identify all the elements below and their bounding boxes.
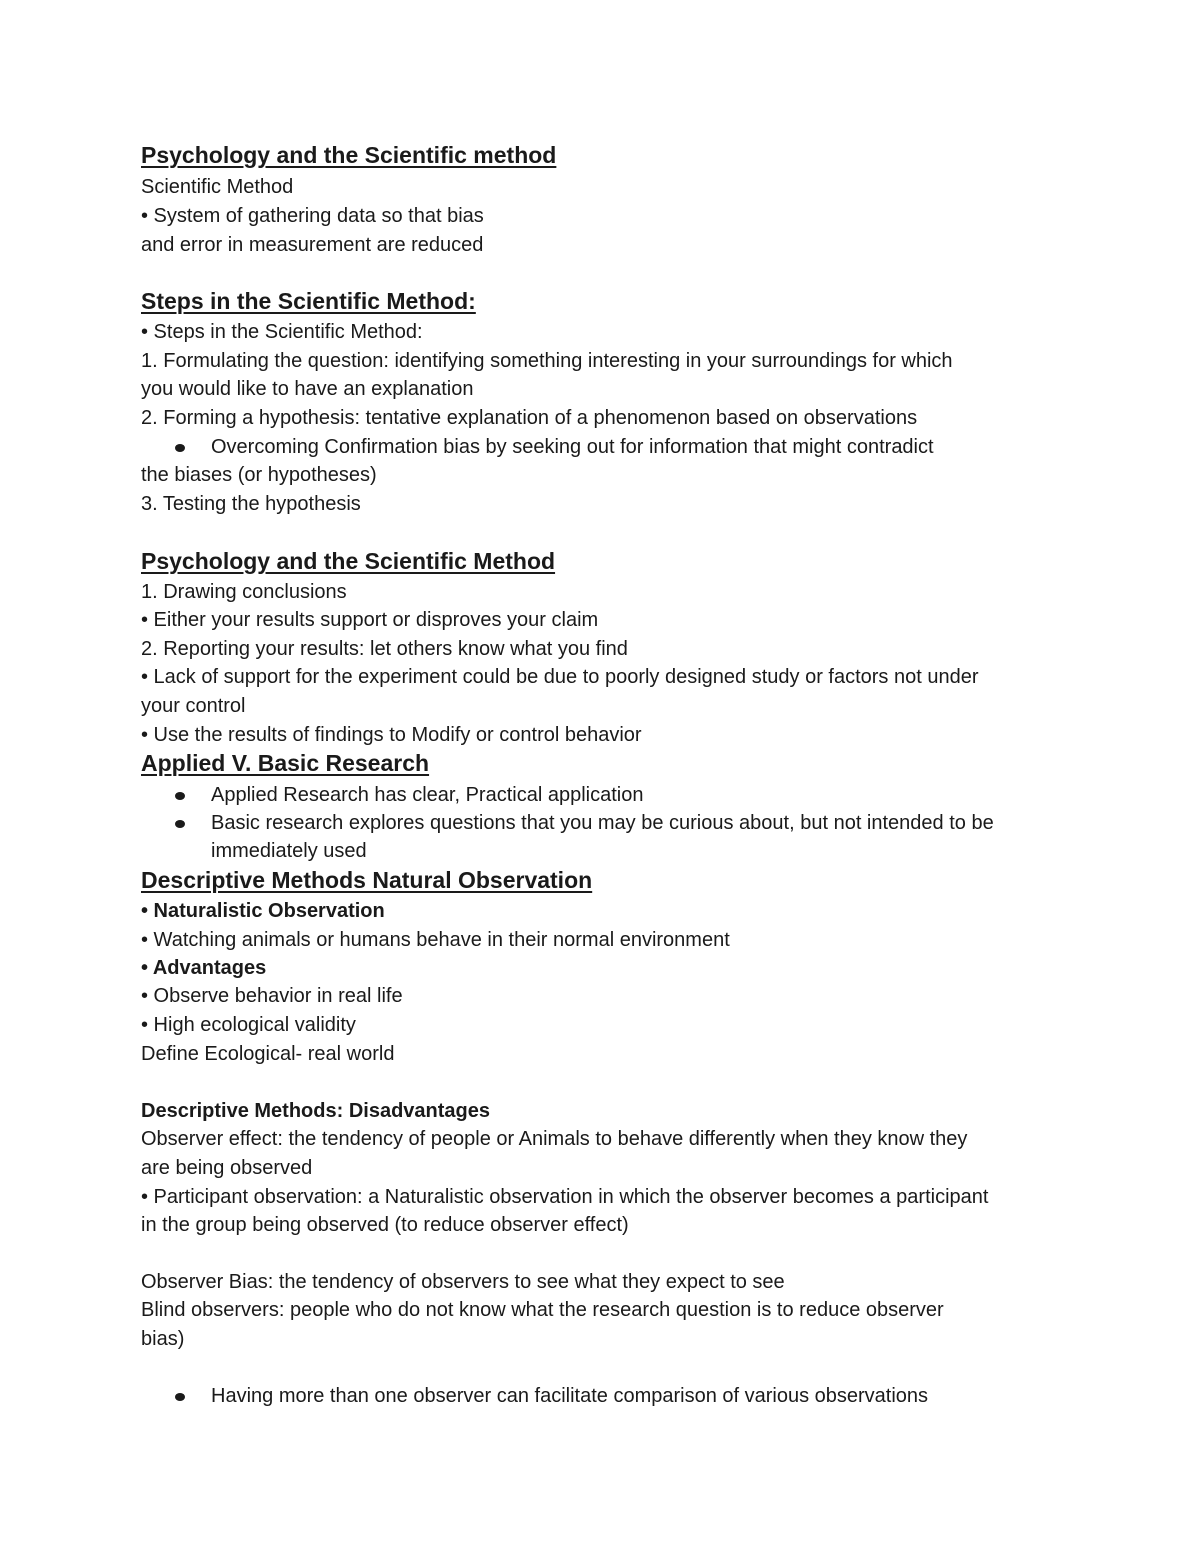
bullet-item: Applied Research has clear, Practical application — [211, 784, 644, 806]
heading-steps-scientific-method: Steps in the Scientific Method: — [141, 288, 476, 314]
text-line: • System of gathering data so that bias — [141, 205, 484, 227]
text-line: you would like to have an explanation — [141, 378, 474, 400]
text-line: Scientific Method — [141, 176, 294, 198]
heading-applied-basic-research: Applied V. Basic Research — [141, 750, 430, 776]
text-line: 2. Forming a hypothesis: tentative explanation of a phenomenon based on observations — [141, 407, 918, 429]
text-line: in the group being observed (to reduce observer effect) — [141, 1214, 629, 1236]
text-line: • Watching animals or humans behave in their normal environment — [141, 929, 730, 951]
text-line: • Either your results support or disproves your claim — [141, 609, 599, 631]
text-line: • Lack of support for the experiment could be due to poorly designed study or factors not under — [141, 666, 979, 688]
text-line: Define Ecological- real world — [141, 1043, 395, 1065]
text-line: • Steps in the Scientific Method: — [141, 321, 423, 343]
text-line: are being observed — [141, 1157, 313, 1179]
bullet-icon — [175, 444, 185, 452]
heading-descriptive-methods-disadvantages: Descriptive Methods: Disadvantages — [141, 1100, 490, 1122]
text-line: Observer effect: the tendency of people or Animals to behave differently when they know they — [141, 1128, 968, 1150]
text-line: and error in measurement are reduced — [141, 234, 484, 256]
text-line: Blind observers: people who do not know what the research question is to reduce observer — [141, 1299, 944, 1321]
heading-psychology-scientific-method: Psychology and the Scientific method — [141, 142, 557, 168]
text-line-bold: • Naturalistic Observation — [141, 900, 385, 922]
text-line: • Participant observation: a Naturalistic observation in which the observer becomes a participant — [141, 1186, 989, 1208]
text-line-bold: • Advantages — [141, 957, 267, 979]
bullet-item: Having more than one observer can facilitate comparison of various observations — [211, 1385, 929, 1407]
bullet-icon — [175, 1393, 185, 1401]
text-line: 3. Testing the hypothesis — [141, 493, 361, 515]
text-line: 1. Drawing conclusions — [141, 581, 347, 603]
bullet-item: Overcoming Confirmation bias by seeking out for information that might contradict — [211, 436, 934, 458]
text-line: • High ecological validity — [141, 1014, 356, 1036]
bullet-item: Basic research explores questions that you may be curious about, but not intended to be — [211, 812, 994, 834]
text-line: the biases (or hypotheses) — [141, 464, 377, 486]
bullet-item-continuation: immediately used — [211, 840, 367, 862]
text-line: • Use the results of findings to Modify or control behavior — [141, 724, 642, 746]
heading-psychology-scientific-method-2: Psychology and the Scientific Method — [141, 548, 556, 574]
text-line: 2. Reporting your results: let others know what you find — [141, 638, 628, 660]
heading-descriptive-methods-natural-observation: Descriptive Methods Natural Observation — [141, 867, 593, 893]
text-line: bias) — [141, 1328, 185, 1350]
text-line: your control — [141, 695, 246, 717]
text-line: Observer Bias: the tendency of observers to see what they expect to see — [141, 1271, 785, 1293]
text-line: 1. Formulating the question: identifying something interesting in your surroundings for which — [141, 350, 953, 372]
bullet-icon — [175, 792, 185, 800]
text-line: • Observe behavior in real life — [141, 985, 403, 1007]
bullet-icon — [175, 820, 185, 828]
